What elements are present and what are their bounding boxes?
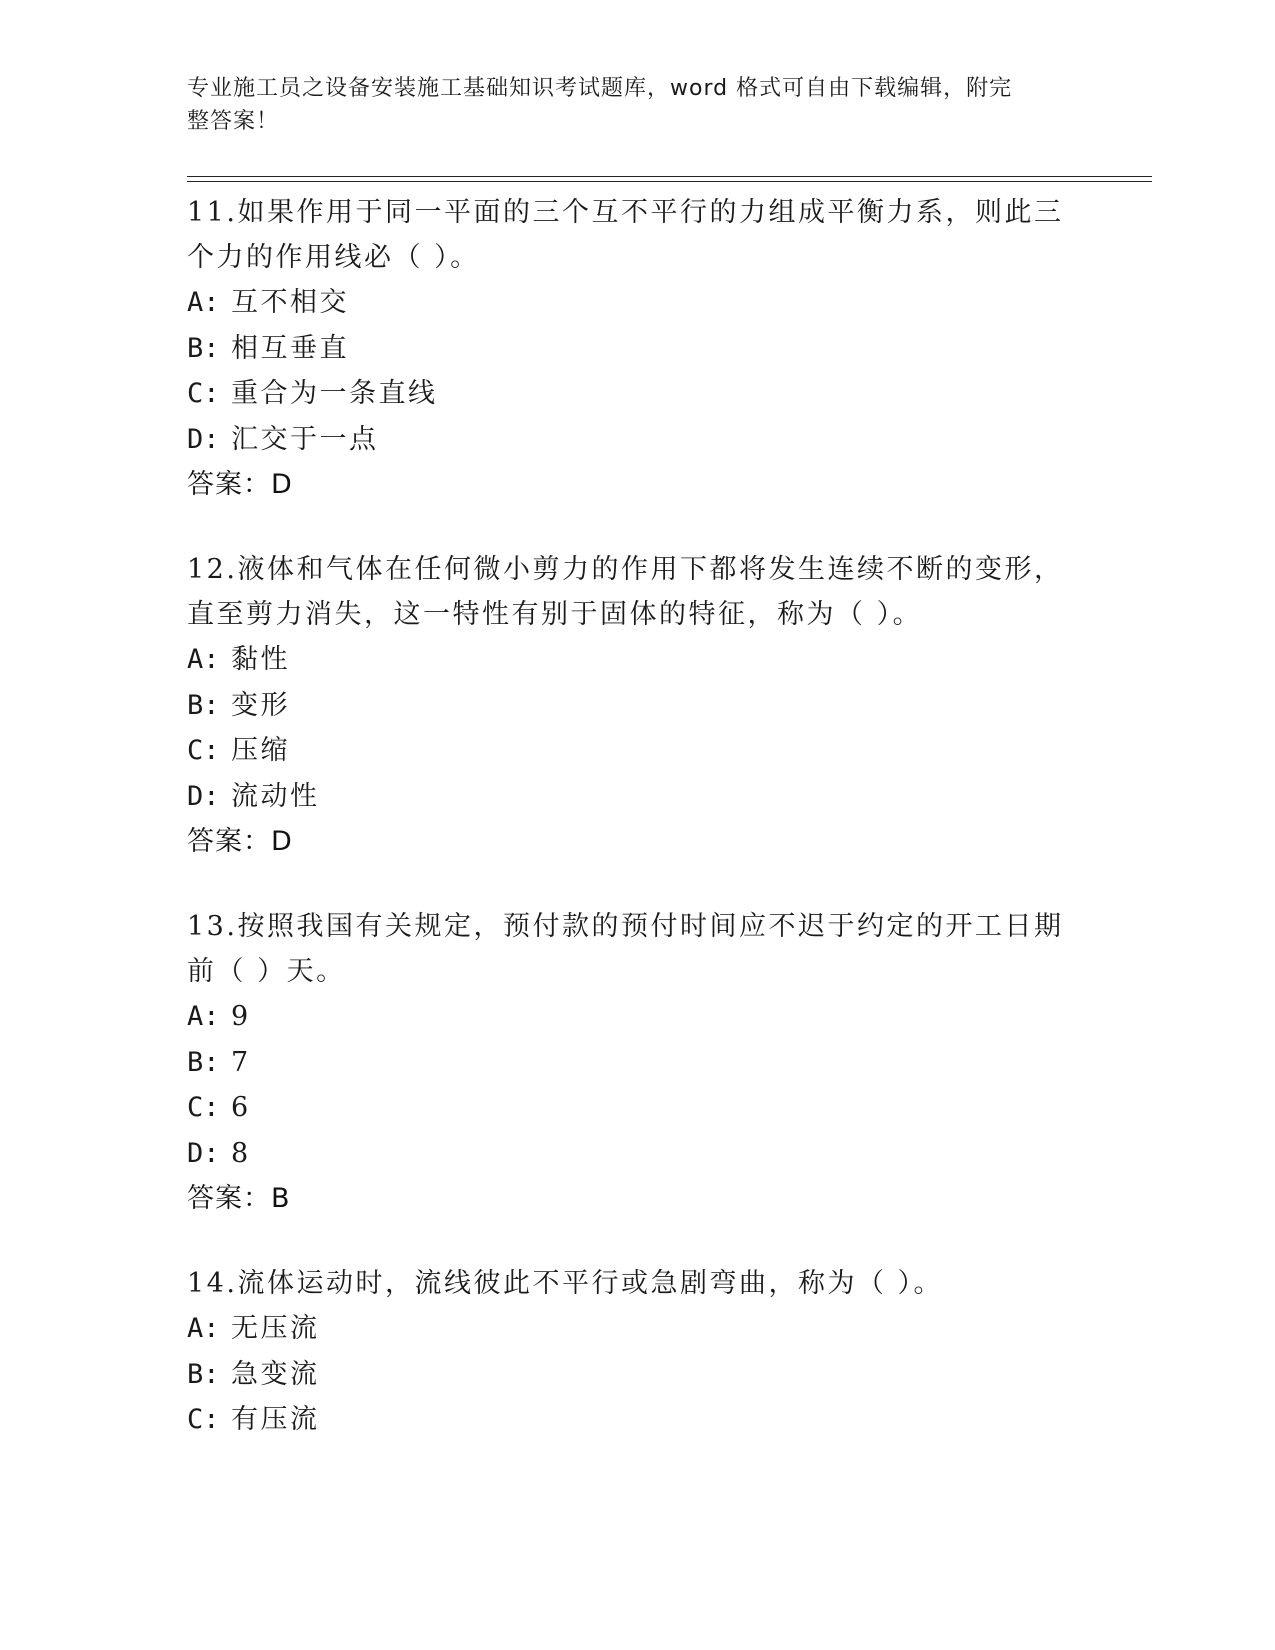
question-list: [187, 190, 1087, 1483]
option-key: B:: [187, 1046, 220, 1078]
option-d: [187, 1131, 1087, 1177]
option-key: B:: [187, 332, 220, 364]
option-b: [187, 1352, 1087, 1398]
option-a: [187, 280, 1087, 326]
option-key: B:: [187, 1358, 220, 1390]
question-stem: 12.液体和气体在任何微小剪力的作用下都将发生连续不断的变形，直至剪力消失，这一特性有别于固体的特征，称为（ ）。: [187, 554, 1064, 630]
option-d: [187, 417, 1087, 463]
option-c: [187, 1397, 1087, 1443]
question-stem: 14.流体运动时，流线彼此不平行或急剧弯曲，称为（ ）。: [187, 1268, 944, 1299]
option-d: [187, 774, 1087, 820]
option-text: 重合为一条直线: [231, 378, 438, 409]
option-a: [187, 637, 1087, 683]
option-text: 无压流: [231, 1313, 320, 1344]
answer-line: 答案：D: [187, 826, 293, 857]
option-text: 6: [231, 1092, 251, 1123]
option-text: 汇交于一点: [231, 423, 379, 455]
option-b: [187, 326, 1087, 372]
option-text: 互不相交: [231, 287, 349, 318]
option-key: D:: [187, 1137, 220, 1169]
document-header: [187, 72, 1067, 138]
option-key: A:: [187, 644, 220, 675]
question-13: [187, 904, 1087, 1221]
option-c: [187, 728, 1087, 774]
option-key: D:: [187, 780, 220, 812]
option-key: C:: [187, 378, 220, 409]
option-text: 变形: [231, 689, 290, 721]
header-rule-bottom: [187, 181, 1152, 182]
option-text: 9: [231, 1001, 251, 1032]
option-text: 8: [231, 1137, 251, 1169]
question-14: [187, 1261, 1087, 1443]
question-stem: 13.按照我国有关规定，预付款的预付时间应不迟于约定的开工日期前（ ）天。: [187, 911, 1064, 987]
option-text: 流动性: [231, 780, 320, 812]
option-key: A:: [187, 1313, 220, 1344]
question-stem: 11.如果作用于同一平面的三个互不平行的力组成平衡力系，则此三个力的作用线必（ ）。: [187, 197, 1064, 273]
question-12: [187, 547, 1087, 864]
option-text: 相互垂直: [231, 332, 349, 364]
option-key: C:: [187, 1092, 220, 1123]
option-key: C:: [187, 735, 220, 766]
option-c: [187, 371, 1087, 417]
option-text: 7: [231, 1046, 251, 1078]
question-11: [187, 190, 1087, 507]
header-rule-top: [187, 176, 1152, 177]
option-key: D:: [187, 423, 220, 455]
header-line-1: 专业施工员之设备安装施工基础知识考试题库，word 格式可自由下载编辑，附完: [187, 76, 1013, 101]
header-line-2: 整答案！: [187, 109, 280, 134]
option-text: 急变流: [231, 1358, 320, 1390]
option-key: C:: [187, 1404, 220, 1435]
option-text: 压缩: [231, 735, 290, 766]
option-key: A:: [187, 287, 220, 318]
option-text: 黏性: [231, 644, 290, 675]
option-b: [187, 683, 1087, 729]
option-key: A:: [187, 1001, 220, 1032]
option-text: 有压流: [231, 1404, 320, 1435]
option-key: B:: [187, 689, 220, 721]
option-a: [187, 1306, 1087, 1352]
option-b: [187, 1040, 1087, 1086]
answer-line: 答案：B: [187, 1183, 291, 1214]
option-c: [187, 1085, 1087, 1131]
option-a: [187, 994, 1087, 1040]
answer-line: 答案：D: [187, 469, 293, 500]
